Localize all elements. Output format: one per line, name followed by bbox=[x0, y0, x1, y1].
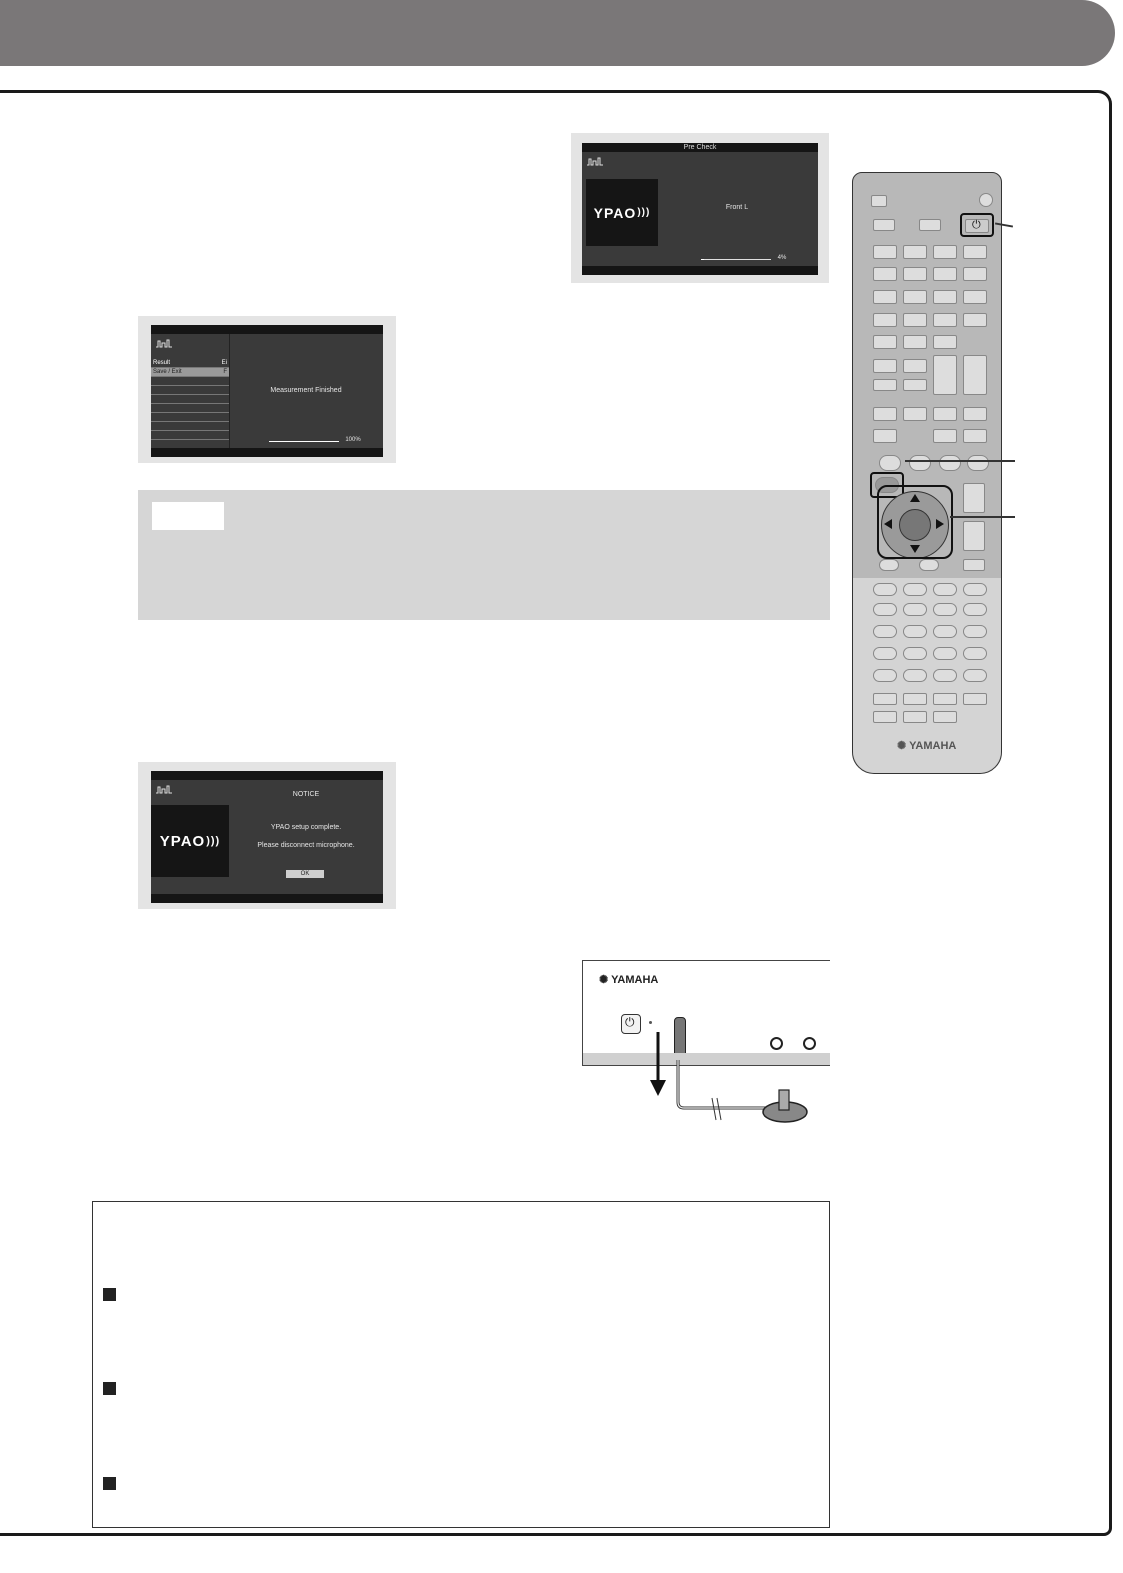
ypao-logo bbox=[151, 805, 229, 877]
remote-button[interactable] bbox=[873, 603, 897, 616]
header-band bbox=[0, 0, 1115, 66]
front-panel-brand bbox=[599, 973, 658, 986]
remote-button[interactable] bbox=[903, 245, 927, 259]
remote-button[interactable] bbox=[919, 219, 941, 231]
measurement-screenshot bbox=[138, 316, 396, 463]
callout-line-dpad bbox=[950, 516, 1015, 518]
remote-button[interactable] bbox=[873, 379, 897, 391]
notice-screen bbox=[151, 771, 383, 903]
front-panel-brand-text: YAMAHA bbox=[611, 974, 659, 986]
remote-button[interactable] bbox=[963, 559, 985, 571]
remote-button[interactable] bbox=[963, 429, 987, 443]
remote-button[interactable] bbox=[903, 603, 927, 616]
channel-label: Front L bbox=[725, 204, 749, 211]
remote-button[interactable] bbox=[873, 711, 897, 723]
menu-item-key: Ei bbox=[221, 360, 227, 366]
info-box bbox=[92, 1201, 830, 1528]
remote-button[interactable] bbox=[873, 290, 897, 304]
callout-line-setup bbox=[905, 460, 1015, 462]
remote-button[interactable] bbox=[903, 359, 927, 373]
power-button-highlight bbox=[960, 213, 994, 237]
measurement-progress-fill bbox=[269, 441, 339, 442]
measurement-percent: 100% bbox=[345, 437, 361, 443]
pre-check-screenshot bbox=[571, 133, 829, 283]
yamaha-tuning-fork-icon: ✺ bbox=[897, 740, 907, 752]
remote-button[interactable] bbox=[933, 711, 957, 723]
ypao-waves-icon: ))) bbox=[206, 835, 221, 847]
number-button[interactable] bbox=[963, 647, 987, 660]
remote-button[interactable] bbox=[873, 245, 897, 259]
divider bbox=[229, 334, 230, 448]
remote-brand-text: YAMAHA bbox=[909, 740, 957, 752]
remote-button[interactable] bbox=[933, 429, 957, 443]
remote-rocker[interactable] bbox=[963, 355, 987, 395]
number-button[interactable] bbox=[933, 669, 957, 682]
remote-button[interactable] bbox=[873, 693, 897, 705]
remote-button[interactable] bbox=[939, 455, 961, 471]
menu-item-empty bbox=[151, 413, 229, 422]
section-bullet bbox=[103, 1288, 116, 1301]
menu-item-empty bbox=[151, 386, 229, 395]
menu-item-save-exit[interactable] bbox=[151, 368, 229, 377]
remote-button[interactable] bbox=[933, 693, 957, 705]
ypao-waveform-icon bbox=[155, 338, 173, 350]
standby-button[interactable] bbox=[621, 1014, 641, 1034]
remote-rocker[interactable] bbox=[933, 355, 957, 395]
menu-item-label: Result bbox=[153, 360, 171, 366]
number-button[interactable] bbox=[963, 669, 987, 682]
remote-button[interactable] bbox=[873, 429, 897, 443]
volume-down-button[interactable] bbox=[963, 521, 985, 551]
bottom-bar bbox=[151, 448, 383, 457]
remote-button[interactable] bbox=[903, 693, 927, 705]
remote-button[interactable] bbox=[933, 603, 957, 616]
ypao-logo-text: YPAO bbox=[159, 832, 206, 850]
title-bar bbox=[151, 325, 383, 334]
remote-button[interactable] bbox=[903, 290, 927, 304]
menu-item-label: Save / Exit bbox=[153, 369, 182, 375]
number-button[interactable] bbox=[933, 647, 957, 660]
remote-button[interactable] bbox=[873, 359, 897, 373]
remote-button[interactable] bbox=[879, 559, 899, 571]
remote-button[interactable] bbox=[963, 267, 987, 281]
remote-button[interactable] bbox=[919, 559, 939, 571]
yamaha-tuning-fork-icon: ✺ bbox=[599, 974, 609, 986]
dpad-highlight bbox=[877, 485, 953, 559]
notice-title: NOTICE bbox=[292, 791, 320, 798]
remote-button[interactable] bbox=[933, 313, 957, 327]
menu-item-empty bbox=[151, 395, 229, 404]
remote-button[interactable] bbox=[903, 583, 927, 596]
number-button[interactable] bbox=[933, 625, 957, 638]
title-bar bbox=[582, 143, 818, 152]
remote-button[interactable] bbox=[903, 335, 927, 349]
remote-button[interactable] bbox=[873, 335, 897, 349]
title-bar bbox=[151, 771, 383, 780]
pre-check-progress-fill bbox=[701, 259, 704, 260]
remote-button[interactable] bbox=[963, 245, 987, 259]
notice-line-2: Please disconnect microphone. bbox=[257, 842, 355, 849]
ypao-waveform-icon bbox=[155, 784, 173, 796]
ypao-waveform-icon bbox=[586, 156, 604, 168]
measurement-progress bbox=[269, 441, 339, 442]
notice-line-1: YPAO setup complete. bbox=[270, 824, 342, 831]
remote-button[interactable] bbox=[963, 407, 987, 421]
microphone-cable-icon bbox=[670, 1040, 820, 1140]
menu-item-empty bbox=[151, 422, 229, 431]
pre-check-progress bbox=[701, 259, 771, 260]
section-bullet bbox=[103, 1477, 116, 1490]
pre-check-title: Pre Check bbox=[683, 144, 717, 151]
number-button[interactable] bbox=[963, 625, 987, 638]
remote-button[interactable] bbox=[933, 245, 957, 259]
number-button[interactable] bbox=[873, 625, 897, 638]
menu-item-empty bbox=[151, 377, 229, 386]
remote-button[interactable] bbox=[879, 455, 901, 471]
remote-button[interactable] bbox=[903, 407, 927, 421]
bottom-bar bbox=[151, 894, 383, 903]
power-icon: ⏻ bbox=[972, 219, 981, 231]
remote-button[interactable] bbox=[871, 195, 887, 207]
bottom-bar bbox=[582, 266, 818, 275]
ok-button[interactable]: OK bbox=[286, 870, 324, 878]
remote-button[interactable] bbox=[933, 407, 957, 421]
remote-button[interactable] bbox=[903, 267, 927, 281]
remote-control bbox=[852, 172, 1002, 774]
number-button[interactable] bbox=[903, 669, 927, 682]
result-menu bbox=[151, 359, 229, 449]
indicator-dot bbox=[649, 1021, 652, 1024]
number-button[interactable] bbox=[903, 647, 927, 660]
remote-button[interactable] bbox=[873, 219, 895, 231]
pre-check-percent: 4% bbox=[777, 255, 787, 261]
pre-check-screen bbox=[582, 143, 818, 275]
remote-button[interactable] bbox=[909, 455, 931, 471]
remote-button[interactable] bbox=[933, 583, 957, 596]
measurement-message: Measurement Finished bbox=[270, 387, 342, 394]
menu-item-result[interactable] bbox=[151, 359, 229, 368]
ypao-logo-text: YPAO bbox=[593, 204, 637, 221]
measurement-screen bbox=[151, 325, 383, 457]
remote-button[interactable] bbox=[963, 290, 987, 304]
remote-button[interactable] bbox=[933, 267, 957, 281]
ypao-logo bbox=[586, 179, 658, 246]
remote-brand-logo bbox=[897, 739, 956, 752]
volume-up-button[interactable] bbox=[963, 483, 985, 513]
remote-button[interactable] bbox=[963, 583, 987, 596]
remote-button[interactable] bbox=[933, 290, 957, 304]
note-tag bbox=[152, 502, 224, 530]
menu-item-key: F bbox=[223, 369, 227, 375]
remote-button[interactable] bbox=[873, 267, 897, 281]
notice-screenshot bbox=[138, 762, 396, 909]
remote-button[interactable] bbox=[903, 379, 927, 391]
remote-button[interactable] bbox=[873, 583, 897, 596]
menu-item-empty bbox=[151, 404, 229, 413]
number-button[interactable] bbox=[873, 669, 897, 682]
remote-button[interactable] bbox=[873, 313, 897, 327]
remote-button[interactable] bbox=[963, 313, 987, 327]
remote-button[interactable] bbox=[933, 335, 957, 349]
remote-button[interactable] bbox=[903, 711, 927, 723]
power-icon: ⏻ bbox=[625, 1015, 635, 1029]
remote-button[interactable] bbox=[967, 455, 989, 471]
remote-button[interactable] bbox=[963, 603, 987, 616]
remote-button[interactable] bbox=[903, 313, 927, 327]
number-button[interactable] bbox=[873, 647, 897, 660]
remote-button[interactable] bbox=[979, 193, 993, 207]
remote-button[interactable] bbox=[873, 407, 897, 421]
section-bullet bbox=[103, 1382, 116, 1395]
note-box bbox=[138, 490, 830, 620]
menu-item-empty bbox=[151, 431, 229, 440]
remote-button[interactable] bbox=[963, 693, 987, 705]
number-button[interactable] bbox=[903, 625, 927, 638]
ypao-waves-icon: ))) bbox=[637, 207, 651, 218]
